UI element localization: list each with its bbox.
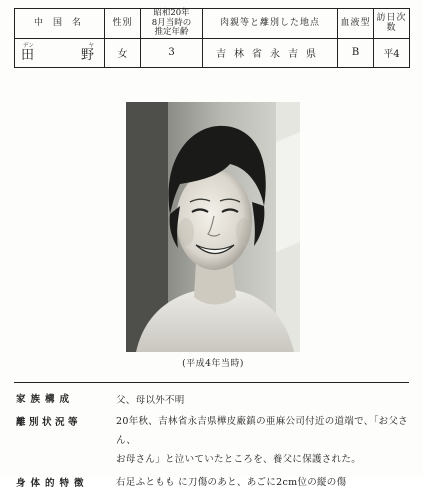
registry-table bbox=[14, 8, 410, 68]
name-wrap bbox=[21, 41, 94, 67]
cell-visit-number: 平4 bbox=[374, 38, 410, 67]
family-row bbox=[14, 391, 409, 410]
registry-header-row bbox=[15, 9, 410, 39]
registry-data-row bbox=[15, 38, 410, 67]
portrait-photo bbox=[126, 102, 300, 352]
header-age-line2: 8月当時の bbox=[151, 17, 192, 28]
photo-caption: (平成4年当時) bbox=[182, 359, 244, 369]
header-separation-place: 肉親等と離別した地点 bbox=[203, 9, 338, 39]
header-blood-type: 血液型 bbox=[338, 9, 374, 39]
cell-separation-place: 吉林省永吉県 bbox=[203, 38, 338, 67]
header-estimated-age bbox=[141, 9, 203, 39]
circumstances-row bbox=[14, 412, 409, 469]
features-label: 身体的特徴 bbox=[16, 478, 89, 489]
header-sex: 性別 bbox=[105, 9, 141, 39]
features-row bbox=[14, 473, 409, 492]
name-ruby-1: デン bbox=[23, 42, 34, 49]
features-value: 右足ふともも に刀傷のあと、あごに2cm位の縦の傷 bbox=[116, 477, 347, 488]
circumstances-value-line1: 20年秋、吉林省永吉県樺皮廠鎮の亜麻公司付近の道端で、「お父さん、 bbox=[116, 416, 408, 446]
name-kanji-1: 田 bbox=[21, 47, 35, 63]
header-chinese-name: 中国名 bbox=[15, 9, 105, 39]
portrait-illustration bbox=[126, 102, 300, 352]
header-visit-number: 訪日次数 bbox=[374, 9, 410, 39]
header-age-line1: 昭和20年 bbox=[153, 8, 190, 18]
name-ruby-2: ヤ bbox=[88, 42, 94, 49]
cell-age: 3 bbox=[141, 38, 203, 67]
family-value: 父、母以外不明 bbox=[116, 395, 185, 406]
header-age-line3: 推定年齢 bbox=[154, 27, 189, 37]
circumstances-value-line2: お母さん」と泣いていたところを、養父に保護された。 bbox=[116, 454, 362, 465]
name-kanji-2: 野 bbox=[80, 47, 94, 63]
section-divider bbox=[14, 382, 409, 383]
circumstances-label: 離別状況等 bbox=[16, 417, 82, 428]
cell-blood-type: B bbox=[338, 38, 374, 67]
family-label: 家族構成 bbox=[16, 394, 75, 405]
cell-chinese-name bbox=[15, 38, 105, 67]
cell-sex: 女 bbox=[105, 38, 141, 67]
details-section bbox=[14, 395, 409, 490]
